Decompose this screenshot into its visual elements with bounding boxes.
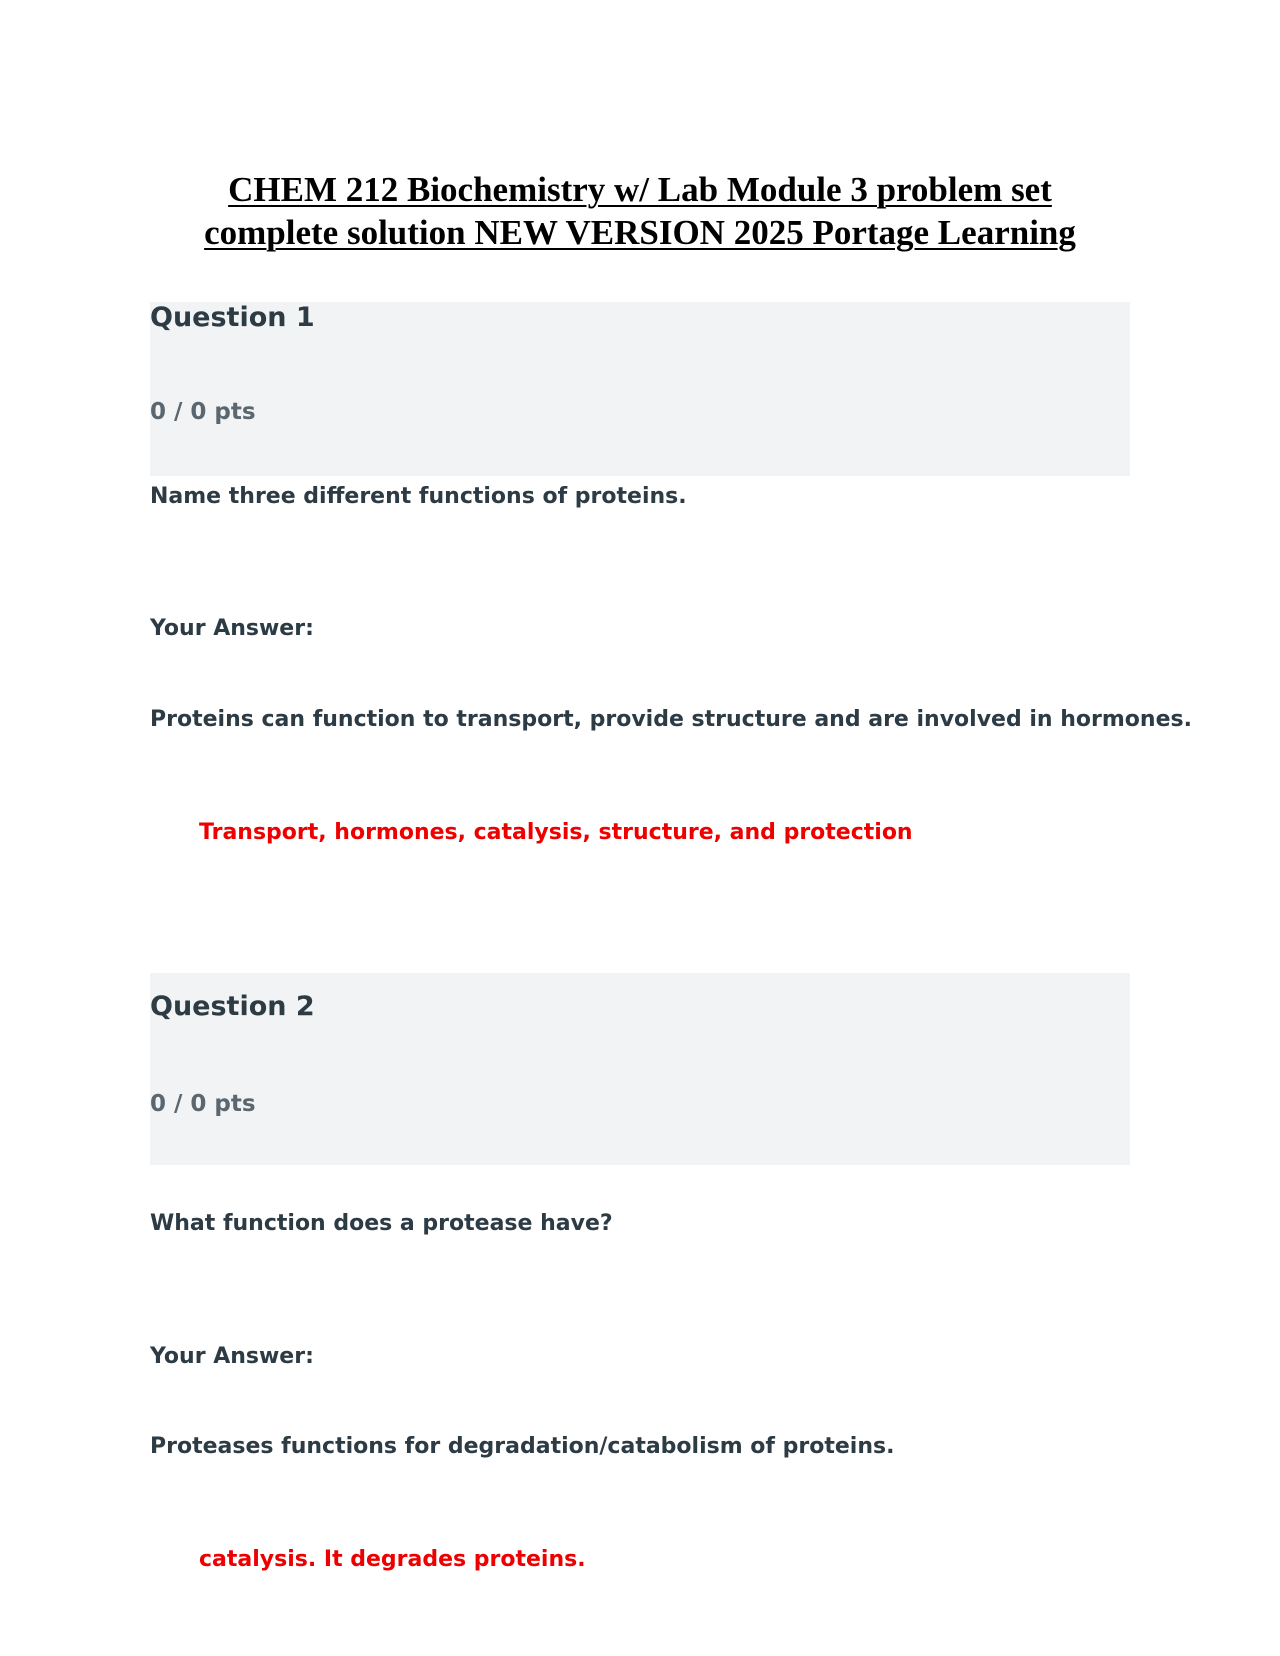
question-1-title: Question 1 [150, 302, 315, 333]
question-1-answer-label: Your Answer: [150, 616, 314, 641]
question-2-answer-label: Your Answer: [150, 1344, 314, 1369]
document-title [150, 168, 1130, 254]
question-1-correct-answer: Transport, hormones, catalysis, structure, and protection [199, 820, 913, 845]
question-2-header [150, 973, 1130, 1165]
question-2-title: Question 2 [150, 991, 315, 1022]
question-1-prompt: Name three different functions of proteins. [150, 484, 687, 509]
question-2-prompt: What function does a protease have? [150, 1211, 613, 1236]
question-2-points: 0 / 0 pts [150, 1091, 256, 1117]
question-1-points: 0 / 0 pts [150, 399, 256, 425]
document-title-line-1: CHEM 212 Biochemistry w/ Lab Module 3 problem set [228, 170, 1052, 209]
question-2-correct-answer: catalysis. It degrades proteins. [199, 1547, 586, 1572]
question-1-header [150, 302, 1130, 476]
question-1-your-answer: Proteins can function to transport, provide structure and are involved in hormones. [150, 707, 1192, 732]
document-title-line-2: complete solution NEW VERSION 2025 Portage Learning [204, 213, 1076, 252]
question-2-your-answer: Proteases functions for degradation/catabolism of proteins. [150, 1434, 895, 1459]
